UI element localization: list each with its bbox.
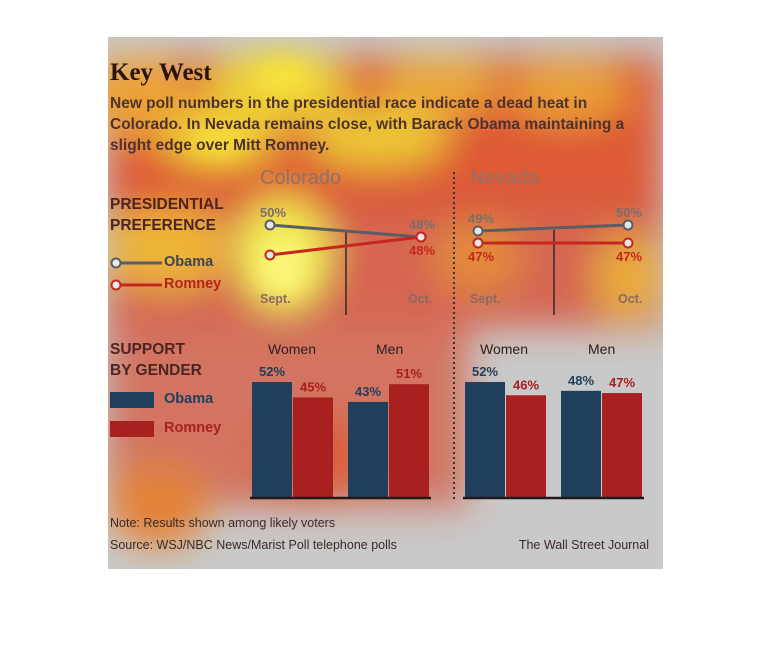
colorado-line-title: Colorado xyxy=(260,167,342,189)
publisher-credit: The Wall Street Journal xyxy=(518,538,649,552)
gender-heading-line1: SUPPORT xyxy=(110,341,185,358)
nevada-men-romney-bar xyxy=(602,393,642,497)
gender-heading-line2: BY GENDER xyxy=(110,362,202,379)
colorado-obama-label-2: 48% xyxy=(409,217,436,232)
nevada-men-obama-bar xyxy=(561,391,601,497)
nevada-women-romney-bar xyxy=(506,395,546,497)
page-title: Key West xyxy=(110,59,212,86)
source-line: Source: WSJ/NBC News/Marist Poll telephone polls xyxy=(110,538,397,552)
colorado-romney-label-2: 48% xyxy=(409,243,436,258)
legend-obama-line-label: Obama xyxy=(164,254,214,270)
nevada-x-tick-sept: Sept. xyxy=(470,292,501,306)
nevada-women-obama-bar xyxy=(465,382,505,497)
chart-panel xyxy=(108,37,663,569)
colorado-obama-label-1: 50% xyxy=(260,205,287,220)
colorado-group-men: Men xyxy=(376,341,404,357)
nevada-women-romney-value: 46% xyxy=(512,377,540,393)
nevada-obama-label-1: 49% xyxy=(468,211,495,226)
colorado-women-romney-value: 45% xyxy=(299,379,327,395)
colorado-women-romney-bar xyxy=(293,397,333,497)
nevada-obama-label-2: 50% xyxy=(616,205,643,220)
colorado-men-romney-bar xyxy=(389,384,429,497)
nevada-men-obama-value: 48% xyxy=(567,372,595,388)
colorado-men-obama-value: 43% xyxy=(354,383,382,399)
colorado-women-obama-bar xyxy=(252,382,292,497)
nevada-men-romney-value: 47% xyxy=(608,375,636,391)
legend-romney-bar-label: Romney xyxy=(164,420,222,436)
page-subtitle: New poll numbers in the presidential race indicate a dead heat in Colorado. In Nevada remains close, with Barack Obama maintaining a slight edge over Mitt Romney. xyxy=(110,95,625,154)
nevada-group-women: Women xyxy=(480,341,528,357)
nevada-bar-plot xyxy=(463,364,644,498)
nevada-romney-label-2: 47% xyxy=(616,249,643,264)
colorado-men-obama-bar xyxy=(348,402,388,497)
nevada-x-tick-oct: Oct. xyxy=(618,292,643,306)
colorado-x-tick-oct: Oct. xyxy=(408,292,433,306)
nevada-group-men: Men xyxy=(588,341,616,357)
colorado-men-romney-value: 51% xyxy=(395,366,423,382)
footnote: Note: Results shown among likely voters xyxy=(110,516,336,530)
legend-obama-bar-label: Obama xyxy=(164,391,214,407)
nevada-romney-label-1: 47% xyxy=(468,249,495,264)
colorado-x-tick-sept: Sept. xyxy=(260,292,291,306)
bar-charts xyxy=(108,37,663,569)
colorado-women-obama-value: 52% xyxy=(258,364,286,379)
nevada-women-obama-value: 52% xyxy=(471,364,499,379)
colorado-bar-plot xyxy=(250,364,431,498)
colorado-group-women: Women xyxy=(268,341,316,357)
preference-heading-line1: PRESIDENTIAL xyxy=(110,196,224,213)
nevada-line-title: Nevada xyxy=(470,167,539,189)
legend-romney-line-label: Romney xyxy=(164,276,222,292)
preference-heading-line2: PREFERENCE xyxy=(110,217,216,234)
